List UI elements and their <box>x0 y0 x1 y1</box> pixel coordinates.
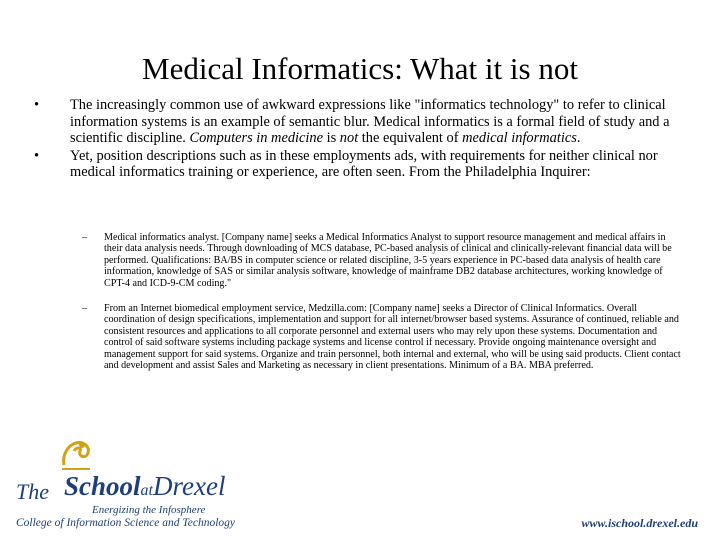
logo-school: School <box>64 471 141 501</box>
dash-mark: – <box>82 232 88 243</box>
logo-at: at <box>140 482 153 499</box>
sub-item-text: Medical informatics analyst. [Company name] seeks a Medical Informatics Analyst to support resource management and medical affairs in their data analysis needs. Through downloading of MCS database, PC-based analysis of clinical and clinically-relevant financial data will be performed. Qualifications: BA/BS in computer science or related discipline, 3-5 years experience in PC-based data analysis of health care information, knowledge of SAS or similar analysis software, knowledge of mainframe DB2 database architectures, working knowledge of CPT-4 and ICD-9-CM coding." <box>104 232 672 289</box>
bullet-list <box>34 97 684 182</box>
bullet-emphasis: medical informatics <box>462 130 577 146</box>
dash-mark: – <box>82 303 88 315</box>
sub-item <box>82 303 685 372</box>
ischool-logo <box>14 435 254 535</box>
sub-item-text: From an Internet biomedical employment service, Medzilla.com: [Company name] seeks a Director of Clinical Informatics. Overall coordination of design specifications, implementation and support for all internet/browser based systems. Assurance of continued, reliable and consistent resources and applications to all corporate personnel and external users who may rely upon these systems. Documentation and control of said software systems including package systems and license control if necessary. Provide ongoing maintenance oversight and management support for said systems. Organize and train personnel, both internal and external, who will be using said products. Client contact and development and assist Sales and Marketing as necessary in client presentations. Minimum of a BA. MBA preferred. <box>104 303 681 372</box>
bullet-mark: • <box>34 97 40 113</box>
dragon-icon <box>56 435 96 475</box>
bullet-text: Yet, position descriptions such as in these employments ads, with requirements for neither clinical nor medical informatics training or experience, are often seen. From the Philadelphia Inquirer: <box>70 147 658 180</box>
bullet-text: . <box>576 130 581 146</box>
slide-title: Medical Informatics: What it is not <box>142 51 578 86</box>
logo-drexel: Drexel <box>152 471 226 501</box>
bullet-text: The increasingly common use of awkward expressions like "informatics technology" to refer to clinical information systems is an example of semantic blur. Medical informatics is a formal field of study and a scientific discipline. <box>70 97 670 146</box>
bullet-mark: • <box>34 147 40 164</box>
bullet-item <box>34 97 684 147</box>
bullet-text: the equivalent of <box>358 130 463 146</box>
logo-wordmark <box>64 471 225 502</box>
bullet-text: is <box>323 130 340 146</box>
footer-url: www.ischool.drexel.edu <box>581 516 698 530</box>
sub-item <box>82 232 685 289</box>
college-name: College of Information Science and Technology <box>16 517 235 529</box>
bullet-item <box>34 148 684 181</box>
bullet-emphasis: Computers in medicine <box>189 130 323 146</box>
sub-list <box>82 232 685 372</box>
logo-the: The <box>16 479 49 504</box>
logo-tagline: Energizing the Infosphere <box>92 504 206 516</box>
bullet-emphasis: not <box>339 130 359 146</box>
